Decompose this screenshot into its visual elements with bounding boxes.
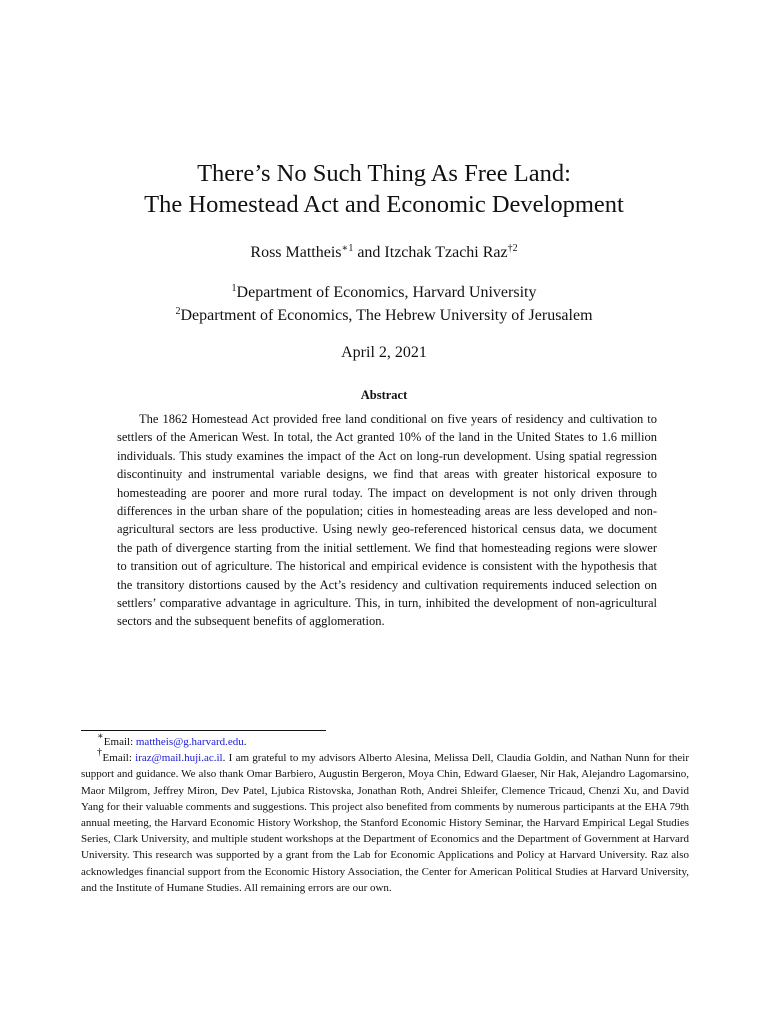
author-list	[0, 242, 768, 264]
footnote-text: .	[243, 736, 247, 748]
footnote-rule	[81, 730, 326, 731]
paper-title	[0, 158, 768, 220]
footnote-text: . I am grateful to my advisors Alberto Alesina, Melissa Dell, Claudia Goldin, and Nathan Nunn for their support and guidance. We also thank Omar Barbiero, Augustin Bergeron, Moya Chin, Edward Glaeser, Nir Hak, Alejandro Lagomarsino, Maor Milgrom, Jeffrey Miron, Dev Patel, Ljubica Ristovska, Jonathan Roth, Andrei Shleifer, Clemence Tricaud, Chenzi Xu, and David Yang for their valuable comments and suggestions. This project also benefited from comments by numerous participants at the EHA 79th annual meeting, the Harvard Economic History Workshop, the Stanford Economic History Seminar, the Harvard Empirical Legal Studies Series, Clark University, and multiple student workshops at the Department of Economics and the Department of Government at Harvard University. This research was supported by a grant from the Lab for Economic Applications and Policy at Harvard University. Raz also acknowledges financial support from the Economic History Association, the Center for American Political Studies at Harvard University, and the Institute of Humane Studies. All remaining errors are our own.	[81, 752, 690, 894]
paper-date: April 2, 2021	[341, 344, 427, 361]
footnote	[81, 731, 689, 750]
title-line-2: The Homestead Act and Economic Development	[144, 191, 624, 218]
affiliation	[0, 281, 768, 304]
affiliation-mark: 2	[175, 306, 181, 317]
footnote	[81, 747, 690, 896]
affiliation-text: Department of Economics, The Hebrew University of Jerusalem	[180, 307, 593, 324]
email-link[interactable]: iraz@mail.huji.ac.il	[135, 752, 223, 765]
affiliation-text: Department of Economics, Harvard University	[236, 284, 537, 301]
abstract-body: The 1862 Homestead Act provided free land conditional on five years of residency and cultivation to settlers of the American West. In total, the Act granted 10% of the land in the United States to 1.6 million individuals. This study examines the impact of the Act on long-run development. Using spatial regression discontinuity and instrumental variable designs, we find that areas with greater historical exposure to homesteading are poorer and more rural today. The impact on development is not only driven through differences in the urban share of the population; cities in homesteading areas are less developed and non-agricultural sectors are less productive. Using newly geo-referenced historical census data, we document the path of divergence starting from the initial settlement. We find that homesteading regions were slower to transition out of agriculture. The historical and empirical evidence is consistent with the hypothesis that the transitory distortions caused by the Act’s residency and cultivation requirements induced selection on settlers’ comparative advantage in agriculture. This, in turn, inhibited the development of non-agricultural sectors and the subsequent benefits of agglomeration.	[117, 412, 657, 629]
footnote-label: Email:	[103, 736, 134, 748]
affiliations	[0, 281, 768, 327]
affiliation-mark: 1	[231, 283, 237, 294]
author-name: Ross Mattheis	[250, 244, 342, 261]
footnote-label: Email:	[102, 752, 132, 765]
footnotes	[81, 731, 690, 896]
affiliation	[0, 304, 768, 327]
author-name: Itzchak Tzachi Raz	[384, 244, 508, 261]
title-line-1: There’s No Such Thing As Free Land:	[197, 160, 571, 187]
footnote-mark: †	[97, 747, 103, 759]
footnote-mark: ∗	[97, 731, 104, 742]
author-mark: †2	[507, 243, 518, 254]
author-mark: ∗1	[341, 243, 354, 254]
email-link[interactable]: mattheis@g.harvard.edu	[135, 736, 244, 748]
author-conjunction: and	[357, 244, 381, 261]
abstract-heading: Abstract	[360, 388, 408, 402]
